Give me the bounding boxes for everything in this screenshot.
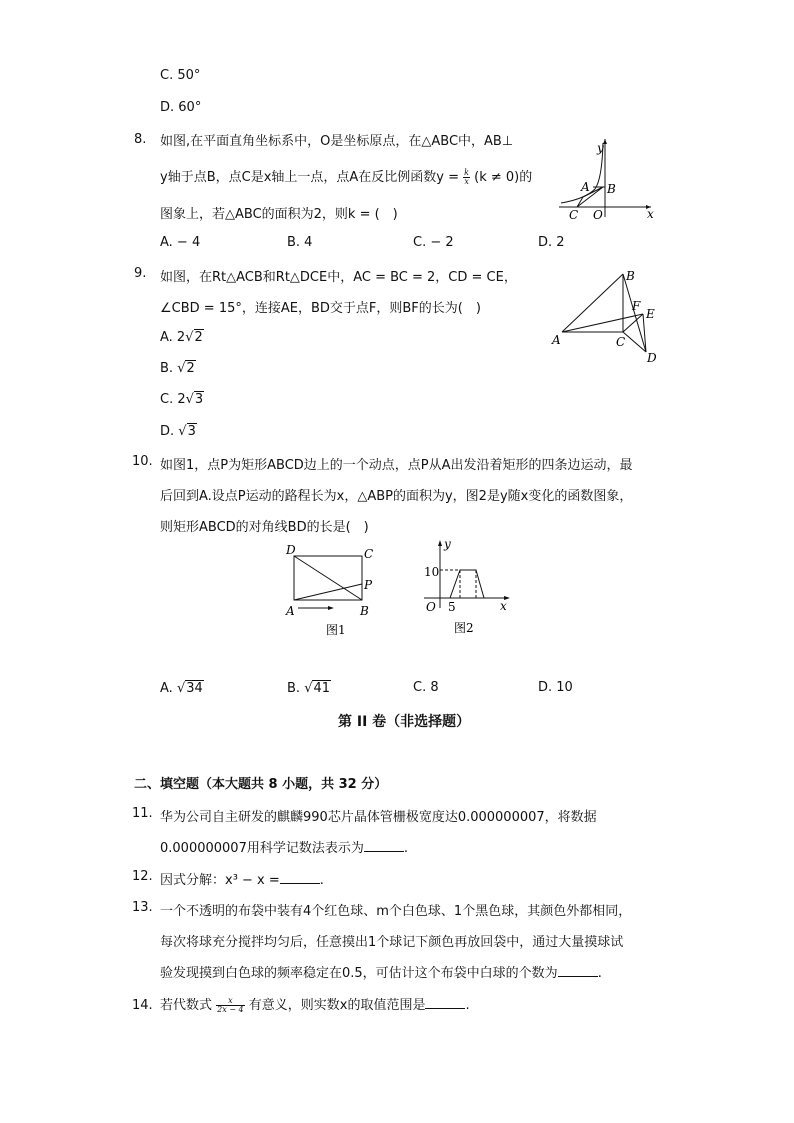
q12-line bbox=[160, 869, 324, 888]
q8-fraction bbox=[463, 169, 470, 186]
q14-answer-blank[interactable] bbox=[425, 996, 465, 1009]
q8-frac-num: k bbox=[464, 168, 469, 177]
q9-number: 9. bbox=[134, 266, 147, 281]
q13-line-3-text: 验发现摸到白色球的频率稳定在0.5，可估计这个布袋中白球的个数为 bbox=[160, 966, 558, 981]
q8-option-c: C. − 2 bbox=[413, 235, 454, 250]
q9-option-a bbox=[160, 329, 204, 345]
q11-line-2-text: 0.000000007用科学记数法表示为 bbox=[160, 841, 364, 856]
section2-title: 二、填空题（本大题共 8 小题，共 32 分） bbox=[134, 777, 388, 792]
q9-opt-b-radical: √ bbox=[177, 361, 186, 376]
q10-opt-b-prefix: B. bbox=[287, 681, 305, 696]
q9-label-a: A bbox=[552, 333, 561, 347]
q14-frac-den: 2x − 4 bbox=[217, 1005, 244, 1014]
q8-line-2b: (k ≠ 0)的 bbox=[474, 170, 533, 185]
q10-figure-1 bbox=[284, 540, 384, 640]
q10-option-d: D. 10 bbox=[538, 680, 573, 695]
q10-option-c: C. 8 bbox=[413, 680, 439, 695]
q10-figure-2 bbox=[420, 536, 520, 640]
q9-seg-ab bbox=[562, 274, 623, 332]
q10-fig1-caption: 图1 bbox=[326, 623, 346, 637]
q10-fig2-trapezoid bbox=[450, 570, 484, 598]
q11-number: 11. bbox=[132, 806, 153, 821]
q8-line-1: 如图,在平面直角坐标系中，O是坐标原点，在△ABC中，AB⊥ bbox=[160, 134, 514, 149]
q10-fig2-y-arrow bbox=[438, 540, 442, 546]
q8-line-2a: y轴于点B，点C是x轴上一点，点A在反比例函数y = bbox=[160, 170, 459, 185]
q9-line-1: 如图，在Rt△ACB和Rt△DCE中，AC = BC = 2，CD = CE， bbox=[160, 270, 517, 285]
q8-line-2 bbox=[160, 166, 532, 186]
q13-line-3 bbox=[160, 962, 602, 981]
q8-line-3: 图象上，若△ABC的面积为2，则k = ( ) bbox=[160, 207, 398, 222]
q7-option-c: C. 50° bbox=[160, 68, 201, 83]
q9-opt-a-prefix: A. 2 bbox=[160, 330, 186, 345]
q11-answer-blank[interactable] bbox=[364, 839, 404, 852]
q10-label-d: D bbox=[286, 543, 296, 557]
q10-opt-a-prefix: A. bbox=[160, 681, 177, 696]
q10-fig2-label-o: O bbox=[426, 600, 436, 614]
q9-opt-c-radical: √ bbox=[185, 392, 194, 407]
q10-fig2-label-y: y bbox=[444, 537, 451, 551]
q9-opt-b-prefix: B. bbox=[160, 361, 178, 376]
q9-label-c: C bbox=[616, 335, 626, 349]
q9-opt-c-radicand: 3 bbox=[194, 392, 204, 407]
q10-opt-b-radical: √ bbox=[304, 681, 313, 696]
q9-label-e: E bbox=[646, 307, 655, 321]
q11-tail: . bbox=[403, 841, 408, 856]
q10-arrow-head bbox=[328, 606, 334, 610]
q9-opt-a-radicand: 2 bbox=[194, 330, 203, 345]
q9-seg-bd bbox=[623, 274, 646, 352]
q13-line-2: 每次将球充分搅拌均匀后，任意摸出1个球记下颜色再放回袋中，通过大量摸球试 bbox=[160, 935, 624, 950]
q13-tail: . bbox=[597, 966, 602, 981]
q11-line-2 bbox=[160, 837, 408, 856]
q10-line-3: 则矩形ABCD的对角线BD的长是( ) bbox=[160, 520, 369, 535]
q9-opt-b-radicand: 2 bbox=[186, 361, 195, 376]
q13-number: 13. bbox=[132, 900, 153, 915]
q14-text-a: 若代数式 bbox=[160, 998, 213, 1013]
q9-line-2: ∠CBD = 15°，连接AE，BD交于点F，则BF的长为( ) bbox=[160, 301, 481, 316]
q9-opt-d-radical: √ bbox=[178, 424, 187, 439]
q14-tail: . bbox=[465, 998, 470, 1013]
q9-seg-ae bbox=[562, 314, 643, 332]
q10-label-b: B bbox=[360, 604, 369, 618]
q9-opt-d-radicand: 3 bbox=[187, 424, 196, 439]
q10-fig2-label-x: x bbox=[500, 599, 507, 613]
q14-line bbox=[160, 994, 470, 1014]
q14-text-b: 有意义，则实数x的取值范围是 bbox=[248, 998, 426, 1013]
q13-answer-blank[interactable] bbox=[558, 964, 598, 977]
q8-figure bbox=[555, 135, 665, 225]
q9-opt-a-radical: √ bbox=[185, 330, 194, 345]
q14-frac-num: x bbox=[216, 997, 244, 1006]
part2-title: 第 II 卷（非选择题） bbox=[338, 714, 471, 730]
q14-fraction bbox=[216, 997, 244, 1014]
q10-opt-b-radicand: 41 bbox=[313, 681, 331, 696]
q10-fig2-tick-5: 5 bbox=[448, 600, 456, 614]
q10-opt-a-radical: √ bbox=[176, 681, 186, 696]
q8-label-a: A bbox=[581, 180, 590, 194]
q10-opt-a-radicand: 34 bbox=[186, 681, 203, 696]
q9-label-b: B bbox=[626, 269, 635, 283]
q10-label-p: P bbox=[364, 578, 373, 592]
q12-answer-blank[interactable] bbox=[280, 871, 320, 884]
q9-option-d bbox=[160, 423, 197, 439]
q9-label-f: F bbox=[632, 299, 641, 313]
q10-line-2: 后回到A.设点P运动的路程长为x，△ABP的面积为y，图2是y随x变化的函数图象， bbox=[160, 489, 633, 504]
q14-number: 14. bbox=[132, 998, 153, 1013]
q11-line-1: 华为公司自主研发的麒麟990芯片晶体管栅极宽度达0.000000007，将数据 bbox=[160, 810, 597, 825]
q8-label-c: C bbox=[569, 208, 579, 222]
q9-label-d: D bbox=[647, 351, 657, 365]
q10-option-a bbox=[160, 680, 204, 696]
q9-option-c bbox=[160, 391, 204, 407]
q9-figure bbox=[548, 264, 668, 369]
q8-label-y: y bbox=[597, 141, 604, 155]
q8-number: 8. bbox=[134, 132, 147, 147]
q10-fig2-caption: 图2 bbox=[454, 621, 474, 635]
q10-label-c: C bbox=[364, 547, 374, 561]
q12-text: 因式分解：x³ − x = bbox=[160, 873, 280, 888]
q9-option-b bbox=[160, 360, 196, 376]
q10-option-b bbox=[287, 680, 331, 696]
q13-line-1: 一个不透明的布袋中装有4个红色球、m个白色球、1个黑色球，其颜色外都相同， bbox=[160, 904, 632, 919]
q10-fig2-tick-10: 10 bbox=[424, 565, 440, 579]
q10-diagonal-db bbox=[294, 556, 362, 600]
q8-label-x: x bbox=[647, 207, 654, 221]
q10-line-1: 如图1，点P为矩形ABCD边上的一个动点，点P从A出发沿着矩形的四条边运动，最 bbox=[160, 458, 633, 473]
q10-number: 10. bbox=[132, 454, 153, 469]
q8-option-b: B. 4 bbox=[287, 235, 313, 250]
q8-label-b: B bbox=[607, 182, 616, 196]
q8-option-a: A. − 4 bbox=[160, 235, 201, 250]
q12-number: 12. bbox=[132, 869, 153, 884]
q8-option-d: D. 2 bbox=[538, 235, 565, 250]
q8-frac-den: x bbox=[464, 177, 469, 186]
q9-opt-c-prefix: C. 2 bbox=[160, 392, 186, 407]
q7-option-d: D. 60° bbox=[160, 100, 202, 115]
q12-tail: . bbox=[319, 873, 324, 888]
q9-opt-d-prefix: D. bbox=[160, 424, 179, 439]
q10-label-a: A bbox=[286, 604, 295, 618]
q10-segment-ap bbox=[294, 584, 362, 600]
q8-label-o: O bbox=[593, 208, 603, 222]
